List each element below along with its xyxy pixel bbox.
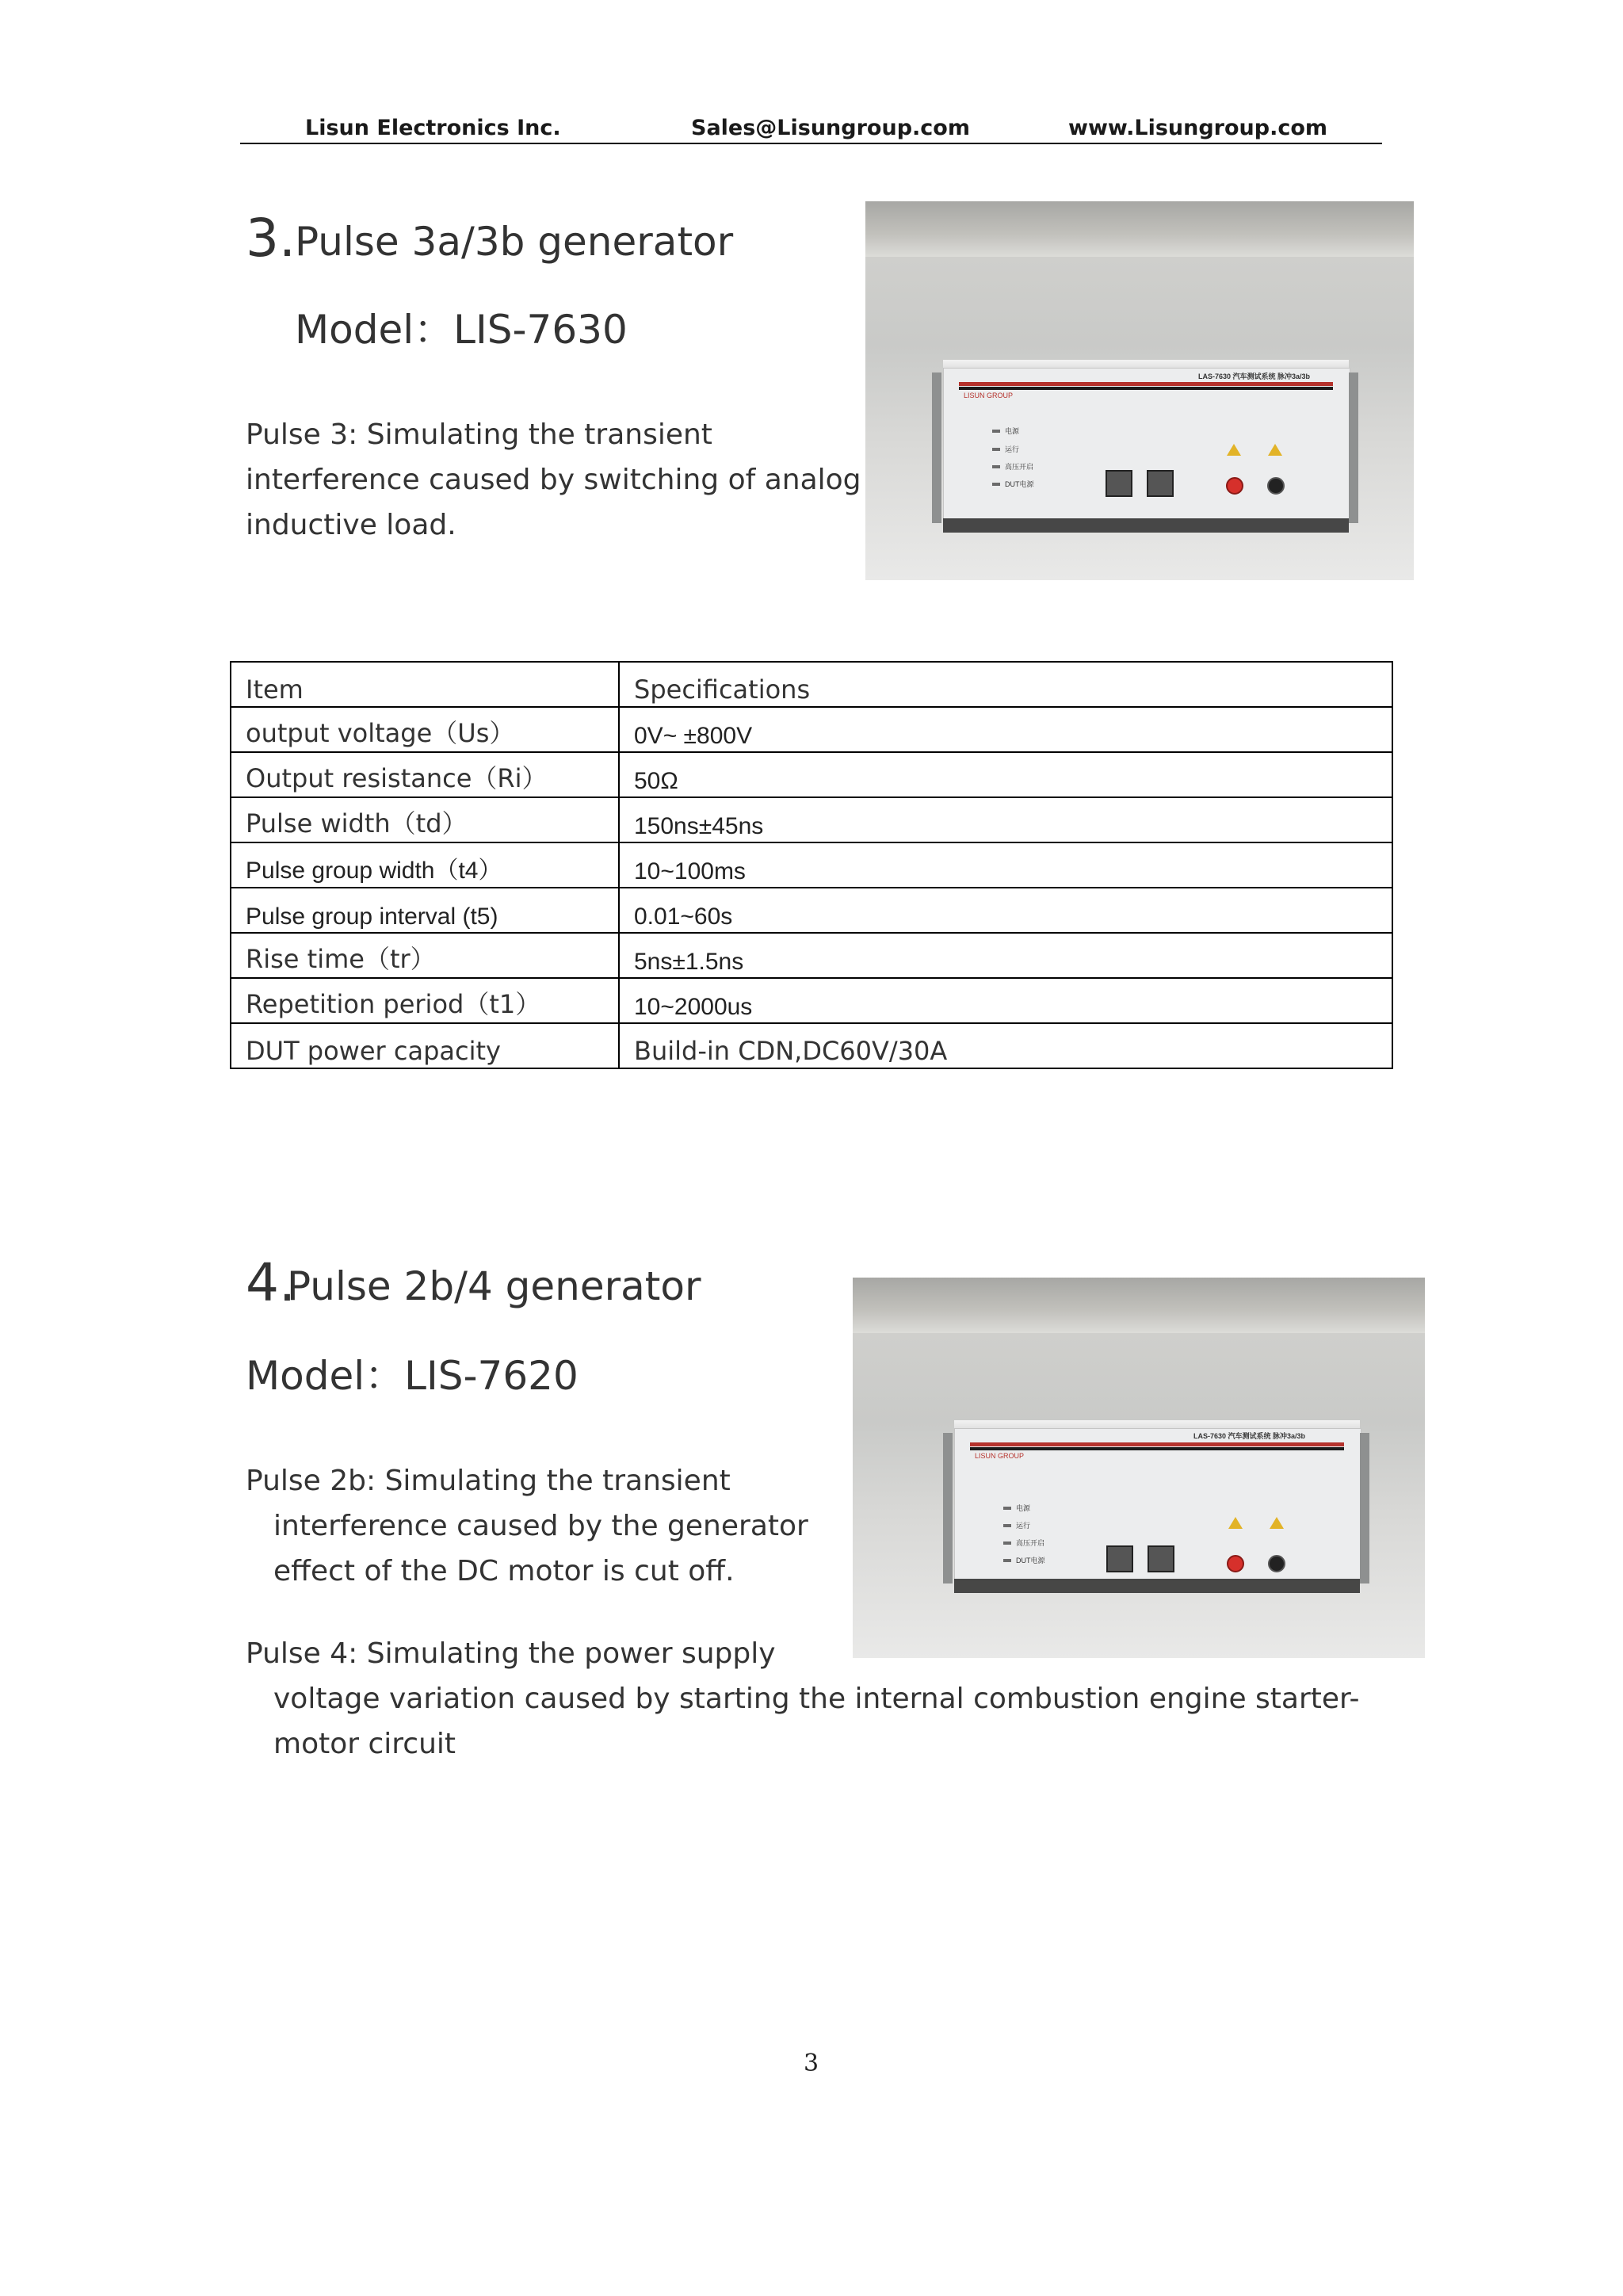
table-row	[231, 842, 1392, 888]
table-row	[231, 752, 1392, 797]
table-row	[231, 978, 1392, 1023]
section3-description	[246, 412, 861, 548]
section3-device-photo	[865, 201, 1414, 580]
section3-desc-line: interference caused by switching of analog	[246, 464, 861, 496]
table-cell-item: output voltage（Us）	[231, 707, 619, 752]
table-cell-spec: 10~100ms	[619, 842, 1392, 888]
pulse2b-line: Pulse 2b: Simulating the transient	[246, 1465, 731, 1497]
warning-icon	[1268, 444, 1282, 456]
table-cell-item: Pulse group interval (t5)	[231, 888, 619, 933]
table-row	[231, 1023, 1392, 1068]
indicator-label: DUT电源	[1005, 480, 1034, 488]
section4-pulse2b	[246, 1458, 808, 1594]
section3-title: Pulse 3a/3b generator	[295, 219, 734, 265]
header-email[interactable]: Sales@Lisungroup.com	[691, 116, 970, 140]
table-cell-item: DUT power capacity	[231, 1023, 619, 1068]
table-row	[231, 707, 1392, 752]
pulse4-line: motor circuit	[273, 1728, 456, 1760]
black-terminal-icon	[1267, 477, 1285, 495]
table-cell-spec: Build-in CDN,DC60V/30A	[619, 1023, 1392, 1068]
table-cell-spec: 5ns±1.5ns	[619, 933, 1392, 978]
warning-icon	[1228, 1517, 1243, 1529]
pulse4-line: Pulse 4: Simulating the power supply	[246, 1637, 776, 1670]
connector-icon	[1147, 470, 1174, 497]
red-terminal-icon	[1227, 1555, 1244, 1572]
table-cell-item: Repetition period（t1）	[231, 978, 619, 1023]
page-number: 3	[804, 2050, 819, 2077]
section3-desc-line: Pulse 3: Simulating the transient	[246, 418, 712, 451]
indicator-label: 电源	[1005, 427, 1020, 435]
black-terminal-icon	[1268, 1555, 1285, 1572]
connector-icon	[1106, 470, 1132, 497]
table-header-item: Item	[231, 662, 619, 707]
red-terminal-icon	[1226, 477, 1243, 495]
section4-number: 4.	[246, 1252, 296, 1313]
pulse2b-line: interference caused by the generator	[273, 1510, 808, 1542]
brand-logo: LISUN GROUP	[975, 1452, 1025, 1460]
section4-title: Pulse 2b/4 generator	[287, 1263, 701, 1309]
table-cell-spec: 50Ω	[619, 752, 1392, 797]
table-cell-spec: 0V~ ±800V	[619, 707, 1392, 752]
table-header-spec: Specifications	[619, 662, 1392, 707]
connector-icon	[1148, 1545, 1174, 1572]
table-row	[231, 933, 1392, 978]
table-cell-item: Output resistance（Ri）	[231, 752, 619, 797]
section3-model: Model：LIS-7630	[295, 307, 628, 353]
table-cell-spec: 150ns±45ns	[619, 797, 1392, 842]
section4-device-photo	[853, 1278, 1425, 1658]
table-row	[231, 888, 1392, 933]
indicator-label: 运行	[1005, 445, 1020, 453]
panel-label: LAS-7630 汽车测试系统 脉冲3a/3b	[1193, 1432, 1306, 1440]
table-cell-spec: 10~2000us	[619, 978, 1392, 1023]
header-divider	[240, 143, 1382, 144]
header-company: Lisun Electronics Inc.	[305, 116, 561, 140]
header-website[interactable]: www.Lisungroup.com	[1068, 116, 1328, 140]
indicator-label: 高压开启	[1016, 1539, 1045, 1547]
indicator-label: DUT电源	[1016, 1557, 1045, 1564]
warning-icon	[1227, 444, 1241, 456]
table-header-row	[231, 662, 1392, 707]
connector-icon	[1106, 1545, 1133, 1572]
table-cell-item: Rise time（tr）	[231, 933, 619, 978]
panel-label: LAS-7630 汽车测试系统 脉冲3a/3b	[1198, 372, 1311, 380]
table-row	[231, 797, 1392, 842]
section4-model: Model：LIS-7620	[246, 1353, 579, 1399]
section3-desc-line: inductive load.	[246, 509, 456, 541]
indicator-label: 高压开启	[1005, 463, 1034, 471]
table-cell-item: Pulse width（td）	[231, 797, 619, 842]
pulse2b-line: effect of the DC motor is cut off.	[273, 1555, 735, 1587]
spec-table	[230, 661, 1393, 1069]
indicator-label: 运行	[1016, 1522, 1031, 1530]
warning-icon	[1270, 1517, 1284, 1529]
pulse4-line: voltage variation caused by starting the internal combustion engine starter-	[273, 1683, 1360, 1715]
indicator-label: 电源	[1016, 1504, 1031, 1512]
table-cell-item: Pulse group width（t4）	[231, 842, 619, 888]
brand-logo: LISUN GROUP	[964, 392, 1014, 399]
section3-number: 3.	[246, 208, 296, 269]
table-cell-spec: 0.01~60s	[619, 888, 1392, 933]
